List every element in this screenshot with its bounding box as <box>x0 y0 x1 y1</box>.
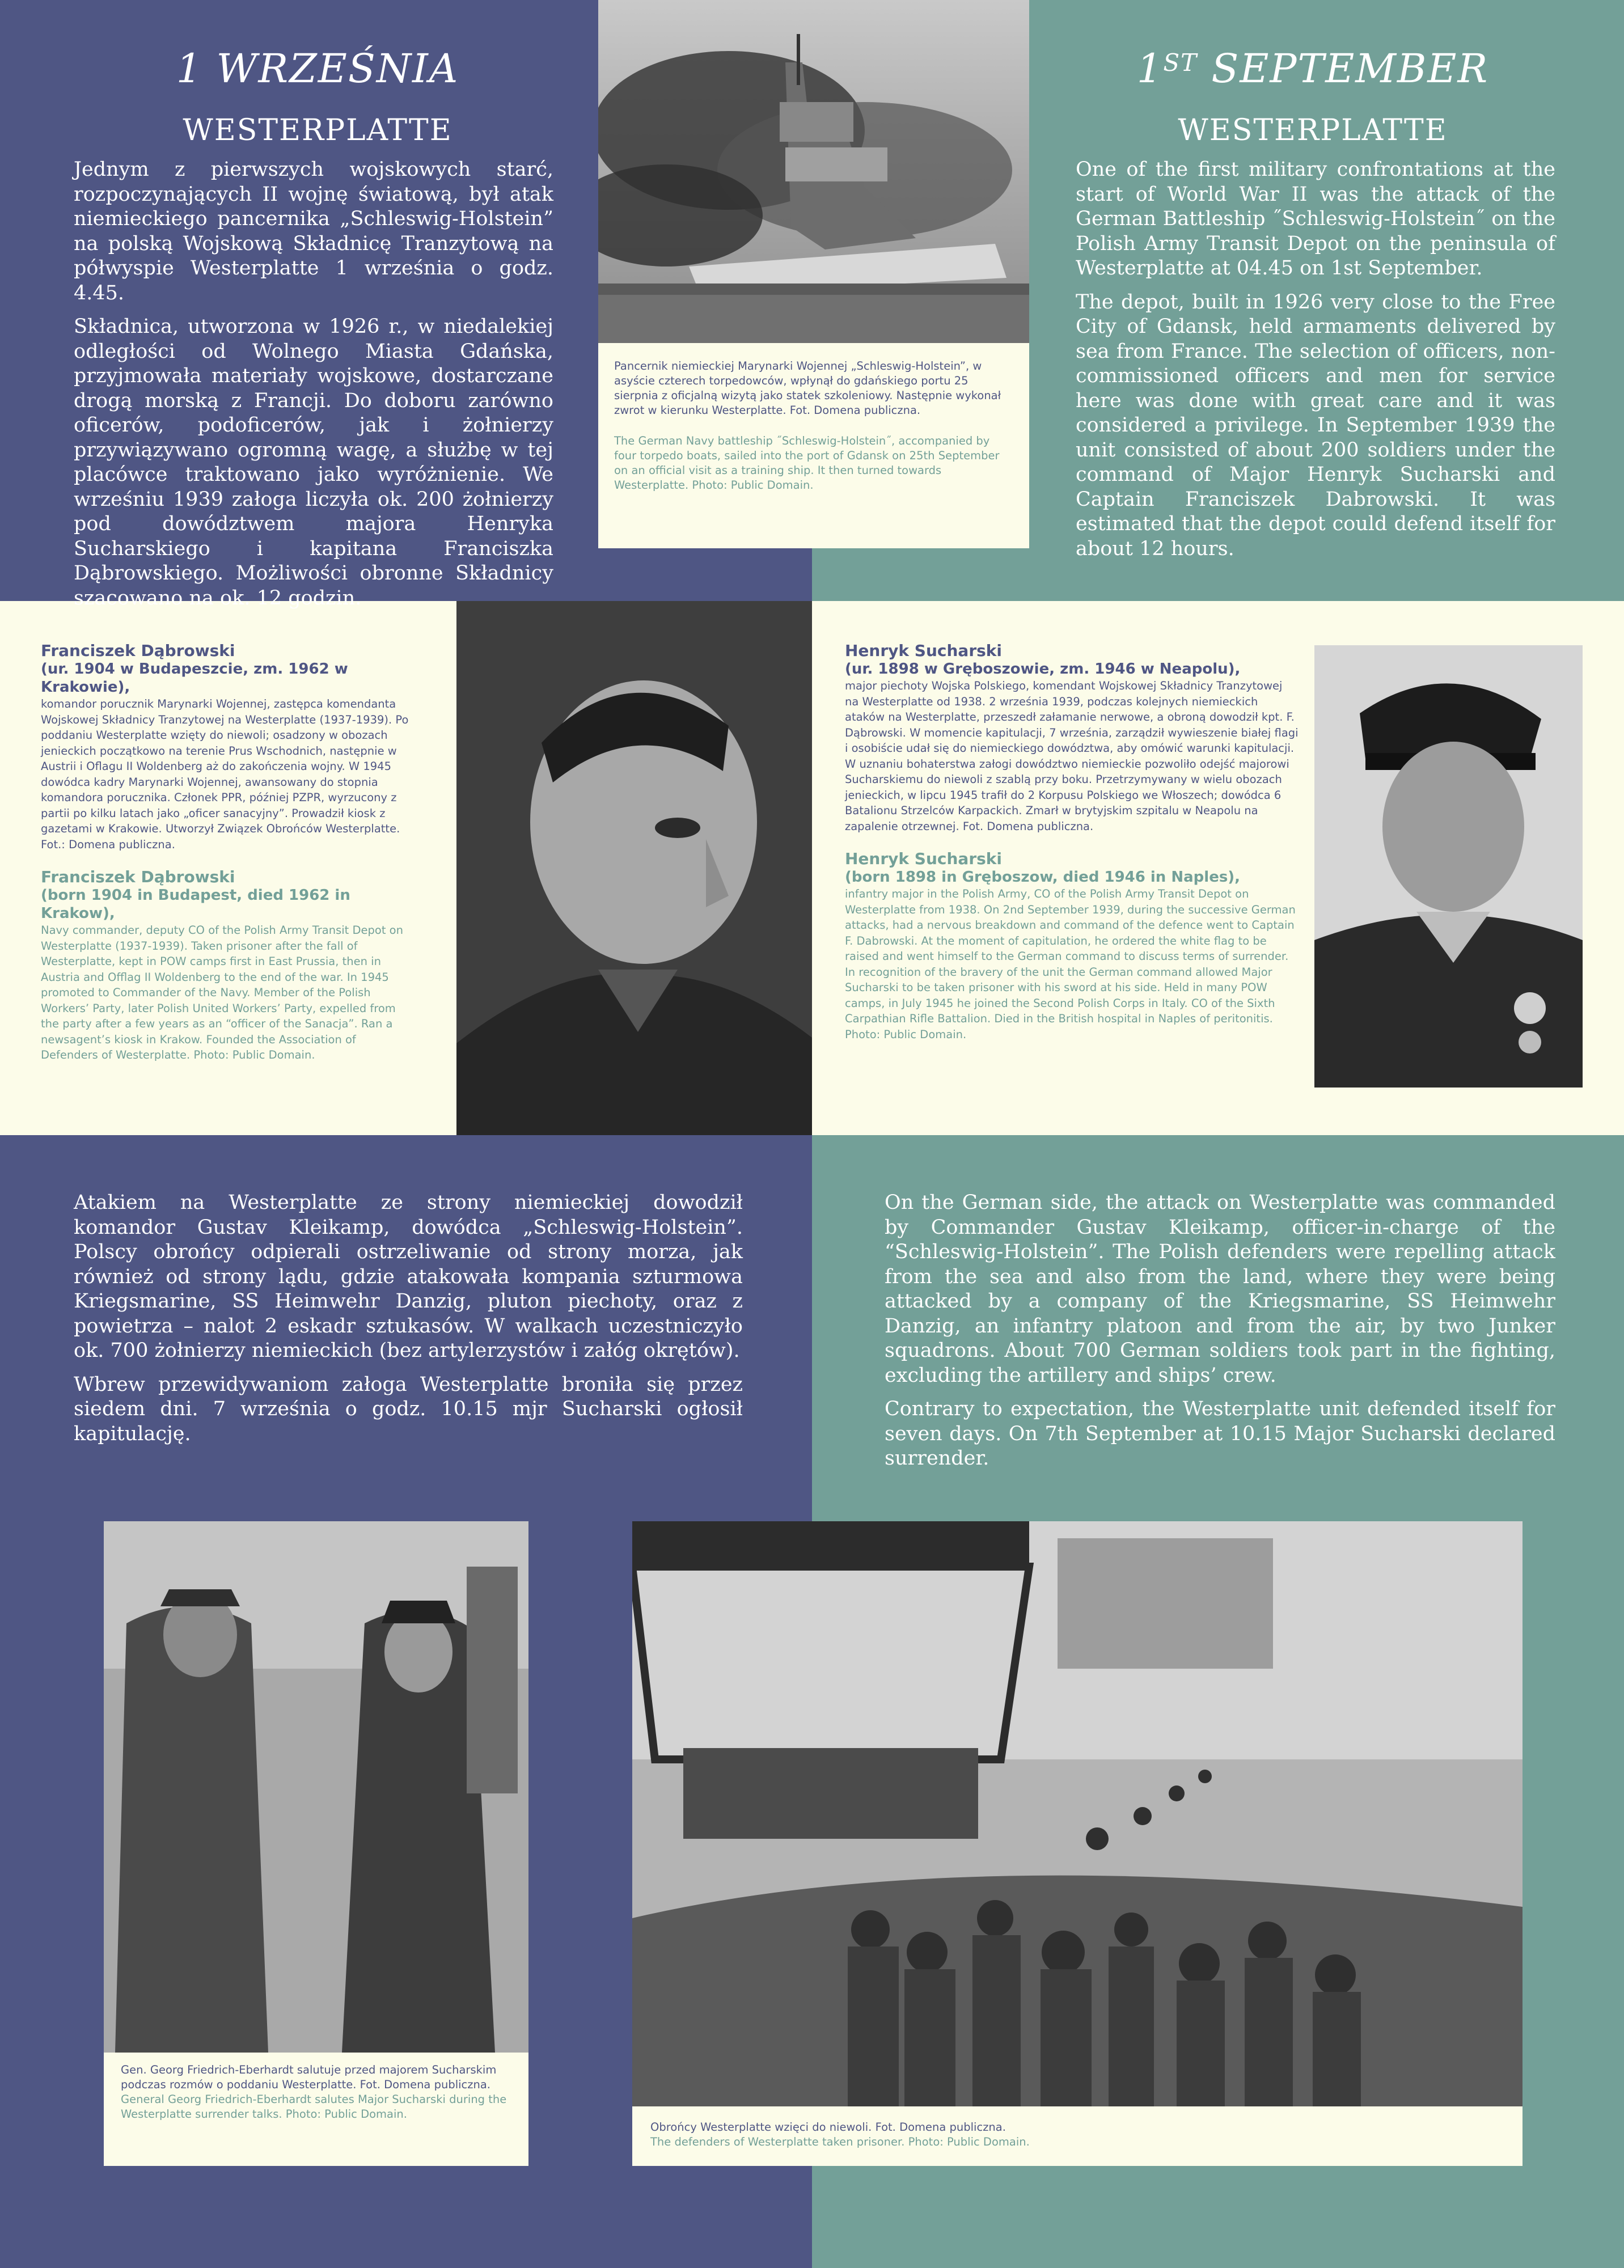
dabrowski-bio <box>41 642 412 1063</box>
english-intro-text <box>1076 158 1555 570</box>
dabrowski-dates-polish: (ur. 1904 w Budapeszcie, zm. 1962 w Krakowie), <box>41 661 348 696</box>
polish-attack-text <box>74 1191 743 1455</box>
polish-heading: 1 WRZEŚNIA <box>176 45 459 92</box>
polish-subheading: WESTERPLATTE <box>183 113 452 147</box>
sucharski-dates-english: (born 1898 in Gręboszow, died 1946 in Naples), <box>845 869 1241 886</box>
prisoners-caption-english: The defenders of Westerplatte taken prisoner. Photo: Public Domain. <box>650 2135 1030 2148</box>
english-heading-suffix: ST <box>1163 49 1198 77</box>
salute-caption <box>104 2053 528 2166</box>
dabrowski-name-polish: Franciszek Dąbrowski <box>41 641 235 660</box>
salute-caption-english: General Georg Friedrich-Eberhardt salutes Major Sucharski during the Westerplatte surrender talks. Photo: Public Domain. <box>121 2093 507 2121</box>
english-heading-rest: SEPTEMBER <box>1198 45 1489 92</box>
sucharski-text-english: infantry major in the Polish Army, CO of the Polish Army Transit Depot on Westerplatte from 1938. On 2nd September 1939, during the successive German attacks, had a nervous breakdown and command of the defence went to Captain F. Dabrowski. At the moment of capitulation, he ordered the white flag to be raised and went himself to the German command to discuss terms of surrender. In recognition of the bravery of the unit the German command allowed Major Sucharski to be taken prisoner with his sword at his side. Held in many POW camps, in July 1945 he joined the Second Polish Corps in Italy. CO of the Sixth Carpathian Rifle Battalion. Died in the British hospital in Naples of peritonitis. Photo: Public Domain. <box>845 887 1296 1041</box>
polish-intro-text <box>74 158 553 620</box>
polish-intro-paragraph-1: Jednym z pierwszych wojskowych starć, rozpoczynających II wojnę światową, był atak niemieckiego pancernika „Schleswig-Holstein” na polską Wojskową Składnicę Tranzytową na półwyspie Westerplatte 1 września o godz. 4.45. <box>74 158 553 304</box>
english-heading-number: 1 <box>1136 45 1164 92</box>
sucharski-dates-polish: (ur. 1898 w Gręboszowie, zm. 1946 w Neapolu), <box>845 661 1241 678</box>
dabrowski-dates-english: (born 1904 in Budapest, died 1962 in Krakow), <box>41 887 350 922</box>
dabrowski-name-english: Franciszek Dąbrowski <box>41 868 235 886</box>
english-attack-text <box>885 1191 1555 1480</box>
polish-intro-paragraph-2: Składnica, utworzona w 1926 r., w niedalekiej odległości od Wolnego Miasta Gdańska, przyjmowała materiały wojskowe, dostarczane drogą morską z Francji. Do doboru zarówno oficerów, podoficerów, jak i żołnierzy przywiązywano ogromną wagę, a służbę w tej placówce traktowano jako wyróżnienie. We wrześniu 1939 załoga liczyła ok. 200 żołnierzy pod dowództwem majora Henryka Sucharskiego i kapitana Franciszka Dąbrowskiego. Możliwości obronne Składnicy szacowano na ok. 12 godzin. <box>74 315 553 610</box>
salute-caption-polish: Gen. Georg Friedrich-Eberhardt salutuje przed majorem Sucharskim podczas rozmów o poddaniu Westerplatte. Fot. Domena publiczna. <box>121 2063 497 2091</box>
battleship-caption-english: The German Navy battleship ˝Schleswig-Holstein˝, accompanied by four torpedo boats, sailed into the port of Gdansk on 25th September on an official visit as a training ship. It then turned towards Westerplatte. Photo: Public Domain. <box>614 434 1000 492</box>
battleship-caption-polish: Pancernik niemieckiej Marynarki Wojennej „Schleswig-Holstein”, w asyście czterech torpedowców, wpłynął do gdańskiego portu 25 sierpnia z oficjalną wizytą jako statek szkoleniowy. Następnie wykonał zwrot w kierunku Westerplatte. Fot. Domena publiczna. <box>614 359 1001 417</box>
english-intro-paragraph-1: One of the first military confrontations at the start of World War II was the attack of the German Battleship ˝Schleswig-Holstein˝ on the Polish Army Transit Depot on the peninsula of Westerplatte at 04.45 on 1st September. <box>1076 158 1555 280</box>
dabrowski-text-polish: komandor porucznik Marynarki Wojennej, zastępca komendanta Wojskowej Składnicy Tranzytowej na Westerplatte (1937-1939). Po poddaniu Westerplatte wzięty do niewoli; osadzony w obozach jenieckich początkowo na terenie Prus Wschodnich, następnie w Austrii i Oflagu II Woldenberg aż do zakończenia wojny. W 1945 dowódca kadry Marynarki Wojennej, awansowany do stopnia komandora porucznika. Członek PPR, później PZPR, wyrzucony z partii po kilku latach jako „oficer sanacyjny”. Prowadził kiosk z gazetami w Krakowie. Utworzył Związek Obrońców Westerplatte. Fot.: Domena publiczna. <box>41 697 409 851</box>
polish-attack-paragraph-1: Atakiem na Westerplatte ze strony niemieckiej dowodził komandor Gustav Kleikamp, dowódca „Schleswig-Holstein”. Polscy obrońcy odpierali ostrzeliwanie od strony morza, jak również od strony lądu, gdzie atakowała kompania szturmowa Kriegsmarine, SS Heimwehr Danzig, pluton piechoty, oraz z powietrza – nalot 2 eskadr sztukasów. W walkach uczestniczyło ok. 700 żołnierzy niemieckich (bez artylerzystów i załóg okrętów). <box>74 1191 743 1362</box>
dabrowski-text-english: Navy commander, deputy CO of the Polish Army Transit Depot on Westerplatte (1937-1939). Taken prisoner after the fall of Westerplatte, kept in POW camps first in East Prussia, then in Austria and Offlag II Woldenberg to the end of the war. In 1945 promoted to Commander of the Navy. Member of the Polish Workers’ Party, later Polish United Workers’ Party, expelled from the party after a few years as an “officer of the Sanacja”. Ran a newsagent’s kiosk in Krakow. Founded the Association of Defenders of Westerplatte. Photo: Public Domain. <box>41 924 403 1061</box>
english-attack-paragraph-2: Contrary to expectation, the Westerplatte unit defended itself for seven days. On 7th September at 10.15 Major Sucharski declared surrender. <box>885 1398 1555 1470</box>
sucharski-text-polish: major piechoty Wojska Polskiego, komendant Wojskowej Składnicy Tranzytowej na Westerplatte od 1938. 2 września 1939, podczas kolejnych niemieckich ataków na Westerplatte, przeszedł załamanie nerwowe, a obroną dowodził kpt. F. Dąbrowski. W momencie kapitulacji, 7 września, zarządził wywieszenie białej flagi i osobiście udał się do niemieckiego dowództwa, aby omówić warunki kapitulacji. W uznaniu bohaterstwa załogi dowództwo niemieckie pozwoliło odejść majorowi Sucharskiemu do niewoli z szablą przy boku. Przetrzymywany w wielu obozach jenieckich, w lipcu 1945 trafił do 2 Korpusu Polskiego we Włoszech; dowódca 6 Batalionu Strzelców Karpackich. Zmarł w brytyjskim szpitalu w Neapolu na zapalenie otrzewnej. Fot. Domena publiczna. <box>845 679 1299 833</box>
sucharski-name-polish: Henryk Sucharski <box>845 641 1003 660</box>
english-attack-paragraph-1: On the German side, the attack on Westerplatte was commanded by Commander Gustav Kleikamp, officer-in-charge of the “Schleswig-Holstein”. The Polish defenders were repelling attack from the sea and also from the land, where they were being attacked by a company of the Kriegsmarine, SS Heimwehr Danzig, an infantry platoon and from the air, by two Junker squadrons. About 700 German soldiers took part in the fighting, excluding the artillery and ships’ crew. <box>885 1191 1555 1387</box>
battleship-photo <box>598 0 1029 343</box>
prisoners-caption-polish: Obrońcy Westerplatte wzięci do niewoli. Fot. Domena publiczna. <box>650 2121 1006 2134</box>
polish-attack-paragraph-2: Wbrew przewidywaniom załoga Westerplatte broniła się przez siedem dni. 7 września o godz. 10.15 mjr Sucharski ogłosił kapitulację. <box>74 1373 743 1445</box>
prisoners-photo <box>632 1521 1522 2106</box>
prisoners-caption <box>632 2106 1522 2166</box>
salute-photo <box>104 1521 528 2053</box>
sucharski-name-english: Henryk Sucharski <box>845 849 1003 868</box>
english-subheading: WESTERPLATTE <box>1178 113 1448 147</box>
battleship-caption <box>598 343 1029 548</box>
english-intro-paragraph-2: The depot, built in 1926 very close to the Free City of Gdansk, held armaments delivered by sea from France. The selection of officers, non-commissioned officers and men for service here was done with great care and it was considered a privilege. In September 1939 the unit consisted of about 200 soldiers under the command of Major Henryk Sucharski and Captain Franciszek Dabrowski. It was estimated that the depot could defend itself for about 12 hours. <box>1076 290 1555 560</box>
english-heading <box>1069 45 1557 92</box>
dabrowski-portrait <box>456 601 812 1135</box>
sucharski-bio <box>845 642 1299 1042</box>
sucharski-portrait <box>1314 645 1583 1088</box>
